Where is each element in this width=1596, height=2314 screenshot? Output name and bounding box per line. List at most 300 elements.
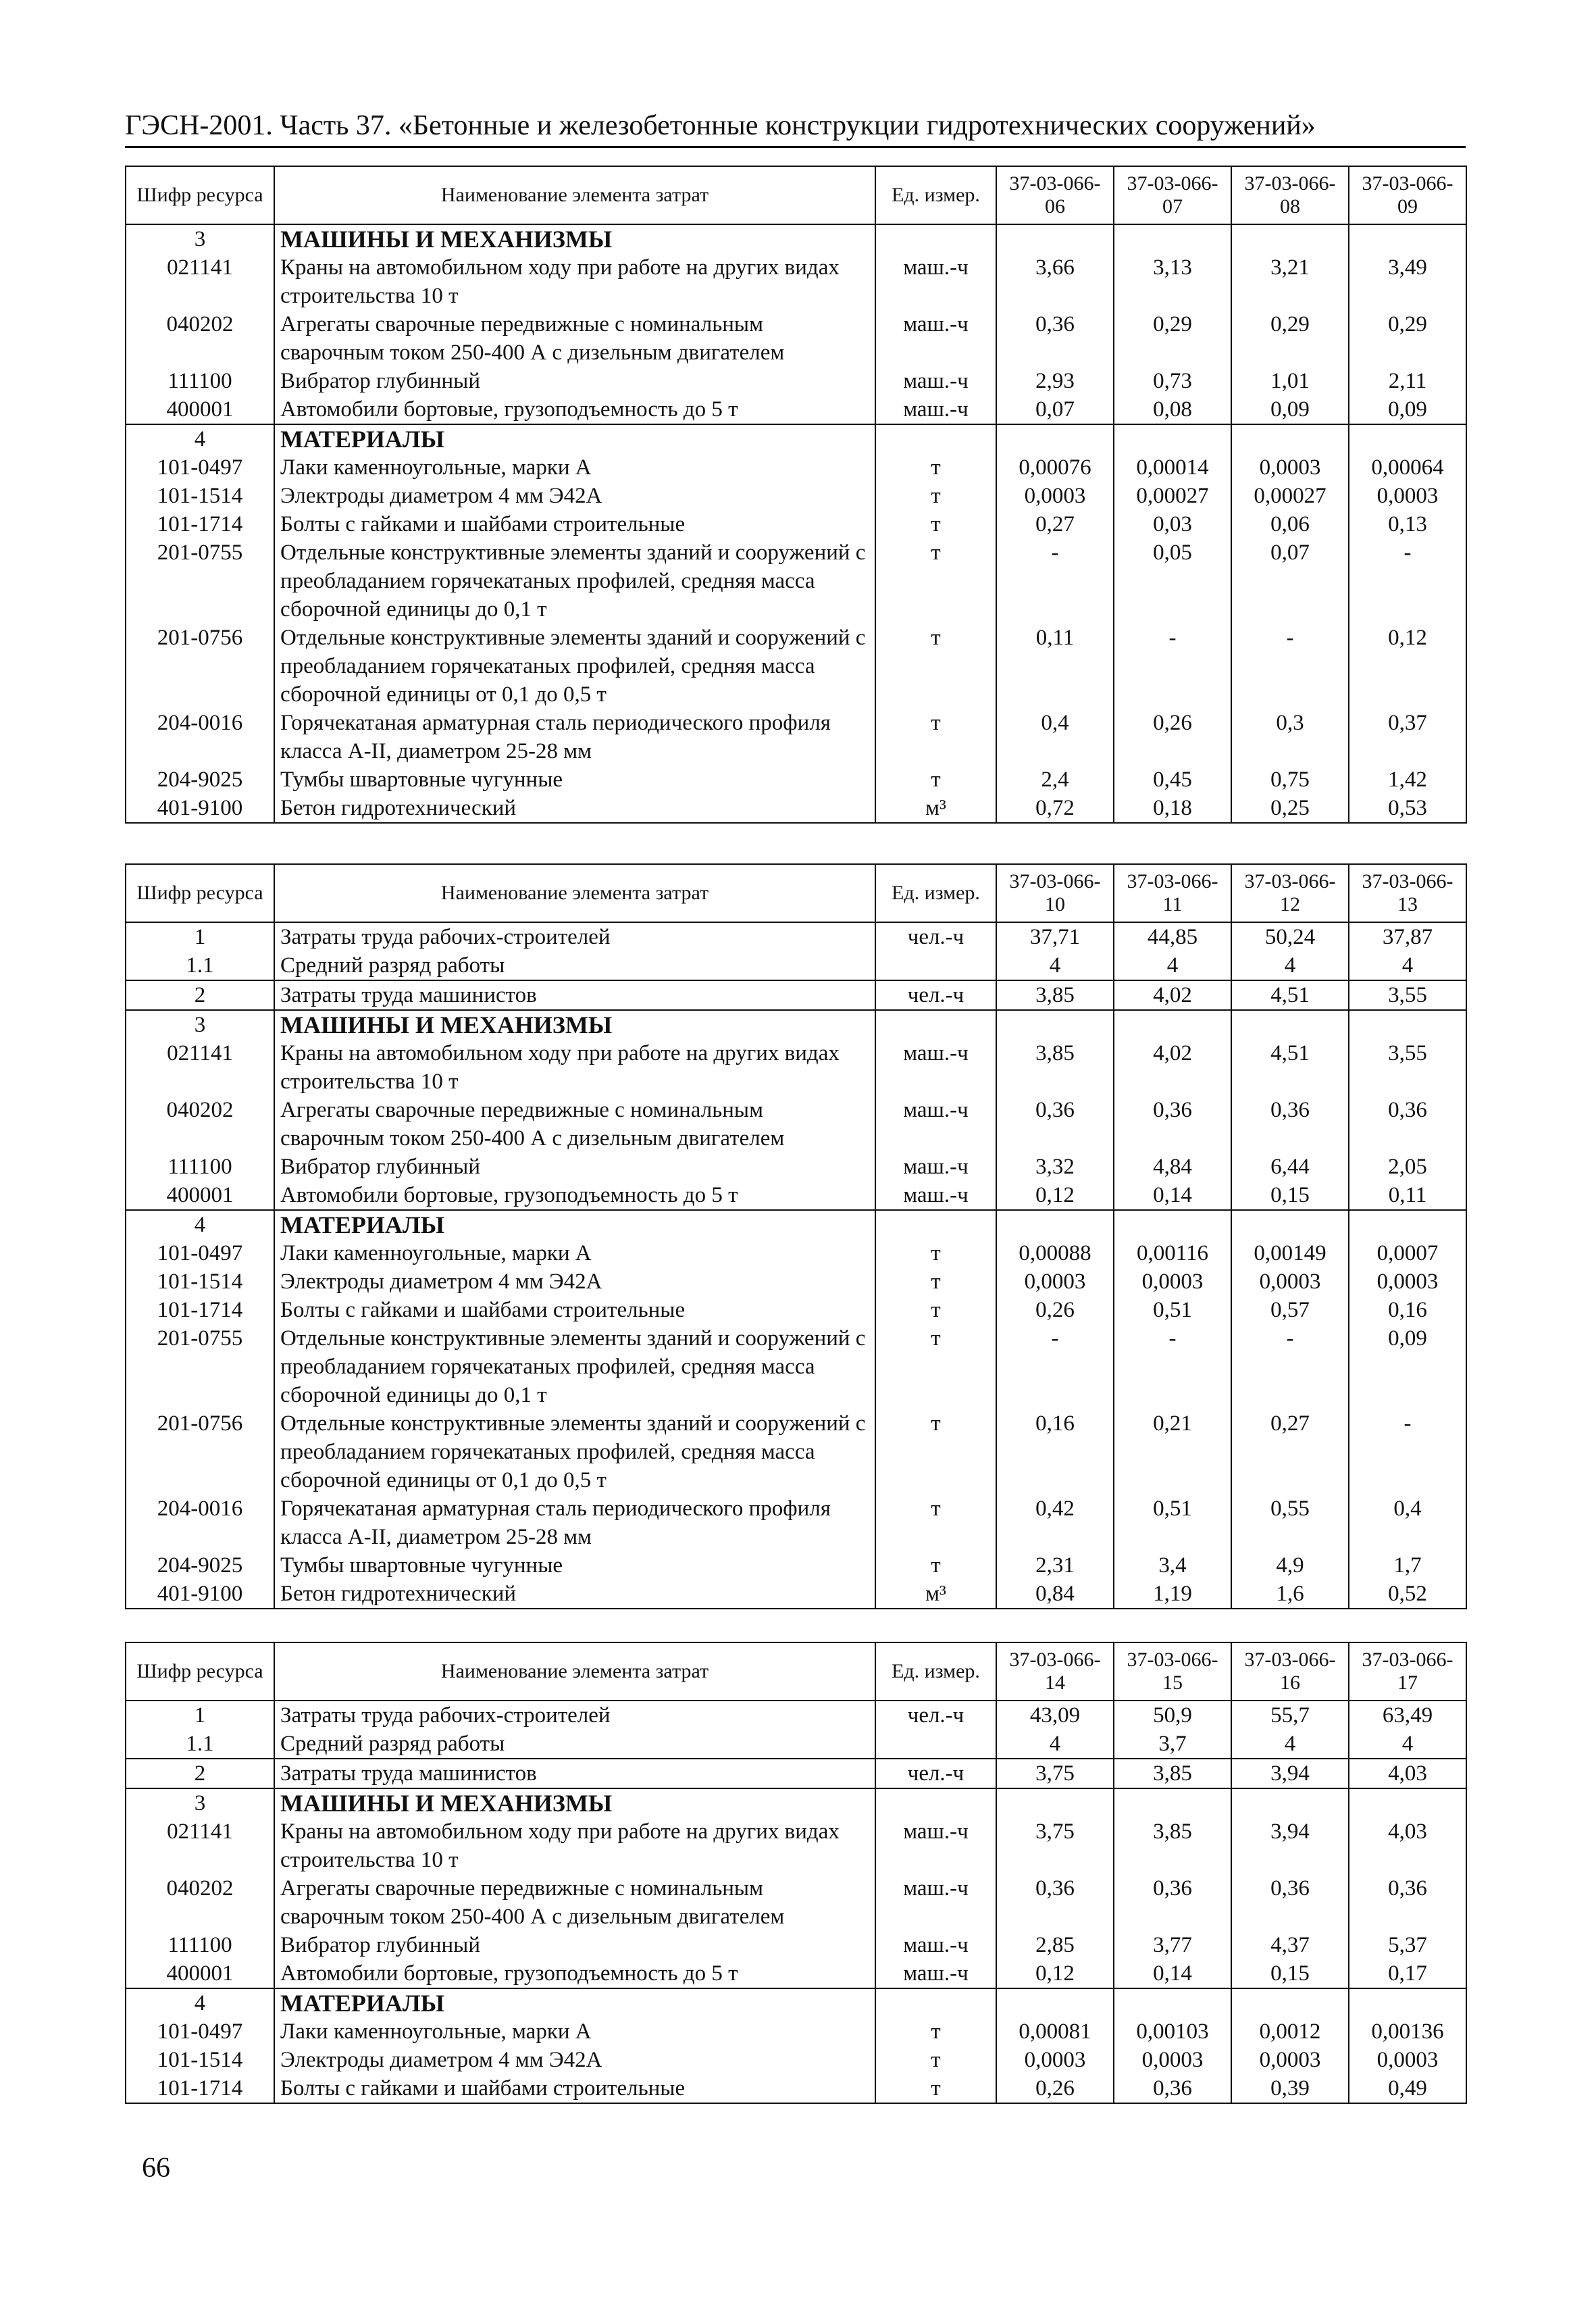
cell-name: Горячекатаная арматурная сталь периодического профиля класса А-II, диаметром 25-28 мм (274, 709, 875, 765)
cell-name: Болты с гайками и шайбами строительные (274, 2074, 875, 2103)
cell-value: 0,36 (1349, 1874, 1466, 1931)
cell-value: 0,0003 (1231, 1267, 1349, 1296)
cell-value: 0,0003 (1114, 2046, 1231, 2074)
cell-unit: т (875, 453, 996, 482)
section-row (126, 1210, 1466, 1239)
cell-value (1114, 1788, 1231, 1817)
cell-value: 3,94 (1231, 1817, 1349, 1874)
cell-name: Бетон гидротехнический (274, 794, 875, 823)
header-code: Шифр ресурса (126, 1642, 274, 1701)
cell-code: 021141 (126, 253, 274, 310)
cell-value: 0,36 (1114, 1096, 1231, 1153)
table-row (126, 2074, 1466, 2103)
cell-unit: маш.-ч (875, 310, 996, 367)
cell-name: Краны на автомобильном ходу при работе на других видах строительства 10 т (274, 253, 875, 310)
table-row (126, 980, 1466, 1010)
cell-value: 2,93 (996, 367, 1114, 395)
table-row (126, 2017, 1466, 2046)
header-unit: Ед. измер. (875, 864, 996, 922)
cell-name: Агрегаты сварочные передвижные с номинальным сварочным током 250-400 А с дизельным двигателем (274, 310, 875, 367)
cell-name: Вибратор глубинный (274, 1153, 875, 1181)
cell-value: 0,03 (1114, 510, 1231, 538)
cell-value (1231, 1988, 1349, 2017)
header-unit: Ед. измер. (875, 166, 996, 224)
cell-value: 0,0007 (1349, 1239, 1466, 1267)
table-row (126, 1267, 1466, 1296)
resource-table-3 (125, 1642, 1467, 2104)
cell-value (996, 224, 1114, 253)
cell-value: 0,0003 (996, 2046, 1114, 2074)
cell-value (1114, 1210, 1231, 1239)
cell-value: 0,00076 (996, 453, 1114, 482)
table-row (126, 1580, 1466, 1609)
cell-value: 4 (1231, 951, 1349, 980)
cell-code: 040202 (126, 1874, 274, 1931)
table-row (126, 482, 1466, 510)
cell-unit: т (875, 538, 996, 624)
cell-value: - (996, 538, 1114, 624)
cell-value: 3,66 (996, 253, 1114, 310)
cell-value: 4,02 (1114, 1039, 1231, 1096)
table-row (126, 1874, 1466, 1931)
cell-value: 0,84 (996, 1580, 1114, 1609)
cell-value: 0,36 (996, 1874, 1114, 1931)
page-number: 66 (142, 2153, 170, 2184)
cell-code: 201-0756 (126, 1409, 274, 1494)
cell-name: Затраты труда машинистов (274, 980, 875, 1010)
cell-unit: т (875, 1494, 996, 1551)
cell-code: 101-1514 (126, 1267, 274, 1296)
cell-value: 0,25 (1231, 794, 1349, 823)
cell-code: 1.1 (126, 951, 274, 980)
table-row (126, 2046, 1466, 2074)
cell-name: МАШИНЫ И МЕХАНИЗМЫ (274, 1010, 875, 1039)
cell-code: 400001 (126, 1959, 274, 1988)
cell-value: 0,17 (1349, 1959, 1466, 1988)
cell-code: 3 (126, 1010, 274, 1039)
cell-name: МАШИНЫ И МЕХАНИЗМЫ (274, 224, 875, 253)
cell-value: 4,03 (1349, 1759, 1466, 1788)
cell-unit: м³ (875, 794, 996, 823)
section-row (126, 224, 1466, 253)
table-row (126, 538, 1466, 624)
cell-name: Затраты труда машинистов (274, 1759, 875, 1788)
cell-value: 4,03 (1349, 1817, 1466, 1874)
cell-unit (875, 1010, 996, 1039)
cell-value: 0,15 (1231, 1959, 1349, 1988)
cell-unit (875, 951, 996, 980)
cell-name: Агрегаты сварочные передвижные с номинальным сварочным током 250-400 А с дизельным двигателем (274, 1096, 875, 1153)
cell-value: 0,72 (996, 794, 1114, 823)
cell-value: 0,39 (1231, 2074, 1349, 2103)
cell-unit: маш.-ч (875, 1817, 996, 1874)
cell-value: 3,85 (1114, 1817, 1231, 1874)
cell-value: - (1231, 1324, 1349, 1409)
cell-value: 0,00081 (996, 2017, 1114, 2046)
cell-value: 0,51 (1114, 1494, 1231, 1551)
header-norm-code: 37-03-066-12 (1231, 864, 1349, 922)
header-norm-code: 37-03-066-15 (1114, 1642, 1231, 1701)
cell-unit: т (875, 2046, 996, 2074)
cell-value: 0,53 (1349, 794, 1466, 823)
cell-value (1114, 424, 1231, 453)
cell-value: 2,4 (996, 765, 1114, 794)
cell-value: 0,29 (1114, 310, 1231, 367)
cell-value: 0,0012 (1231, 2017, 1349, 2046)
cell-name: Отдельные конструктивные элементы зданий и сооружений с преобладанием горячекатаных профилей, средняя масса сборочной единицы от 0,1 до 0,5 т (274, 1409, 875, 1494)
cell-value: 3,85 (996, 980, 1114, 1010)
cell-value: - (996, 1324, 1114, 1409)
cell-value: 0,00136 (1349, 2017, 1466, 2046)
table-row (126, 453, 1466, 482)
cell-value: 0,12 (1349, 624, 1466, 709)
cell-value: 3,77 (1114, 1931, 1231, 1959)
cell-value: 0,11 (1349, 1181, 1466, 1210)
header-norm-code: 37-03-066-10 (996, 864, 1114, 922)
cell-name: Лаки каменноугольные, марки А (274, 1239, 875, 1267)
cell-name: Вибратор глубинный (274, 1931, 875, 1959)
cell-value: 0,12 (996, 1181, 1114, 1210)
header-norm-code: 37-03-066-14 (996, 1642, 1114, 1701)
cell-value: 0,00027 (1231, 482, 1349, 510)
header-norm-code: 37-03-066-06 (996, 166, 1114, 224)
cell-value: 3,55 (1349, 980, 1466, 1010)
table-row (126, 1759, 1466, 1788)
cell-value: 0,07 (1231, 538, 1349, 624)
cell-unit: маш.-ч (875, 1959, 996, 1988)
cell-code: 201-0755 (126, 538, 274, 624)
cell-value: 2,11 (1349, 367, 1466, 395)
cell-value: 55,7 (1231, 1701, 1349, 1730)
table-row (126, 1931, 1466, 1959)
table-row (126, 1701, 1466, 1730)
cell-code: 4 (126, 1988, 274, 2017)
cell-value: 3,55 (1349, 1039, 1466, 1096)
cell-code: 401-9100 (126, 1580, 274, 1609)
cell-code: 101-0497 (126, 1239, 274, 1267)
table-row (126, 1730, 1466, 1759)
cell-unit: т (875, 1324, 996, 1409)
cell-unit: чел.-ч (875, 980, 996, 1010)
cell-name: Краны на автомобильном ходу при работе на других видах строительства 10 т (274, 1039, 875, 1096)
header-name: Наименование элемента затрат (274, 1642, 875, 1701)
cell-value: 0,13 (1349, 510, 1466, 538)
cell-value: 4,9 (1231, 1551, 1349, 1580)
cell-value: 4 (1349, 1730, 1466, 1759)
cell-value: 1,6 (1231, 1580, 1349, 1609)
cell-value (1231, 424, 1349, 453)
cell-value (996, 1988, 1114, 2017)
header-norm-code: 37-03-066-09 (1349, 166, 1466, 224)
cell-value: 0,0003 (996, 1267, 1114, 1296)
table-row (126, 951, 1466, 980)
cell-value: 4 (1114, 951, 1231, 980)
cell-value: 1,42 (1349, 765, 1466, 794)
cell-code: 101-1714 (126, 510, 274, 538)
cell-code: 1 (126, 922, 274, 951)
table-row (126, 1153, 1466, 1181)
cell-value (1349, 1988, 1466, 2017)
cell-code: 101-1514 (126, 2046, 274, 2074)
cell-value: 0,45 (1114, 765, 1231, 794)
cell-code: 1 (126, 1701, 274, 1730)
table-header-row (126, 1642, 1466, 1701)
page-header: ГЭСН-2001. Часть 37. «Бетонные и железобетонные конструкции гидротехнических сооружений» (125, 108, 1466, 148)
cell-name: Затраты труда рабочих-строителей (274, 1701, 875, 1730)
cell-name: МАТЕРИАЛЫ (274, 1988, 875, 2017)
cell-code: 2 (126, 1759, 274, 1788)
cell-value (996, 1010, 1114, 1039)
cell-name: Электроды диаметром 4 мм Э42А (274, 482, 875, 510)
cell-code: 101-1514 (126, 482, 274, 510)
cell-code: 204-0016 (126, 1494, 274, 1551)
cell-value: 4,02 (1114, 980, 1231, 1010)
table-row (126, 510, 1466, 538)
cell-value (1114, 1010, 1231, 1039)
cell-value (1231, 1010, 1349, 1039)
header-norm-code: 37-03-066-07 (1114, 166, 1231, 224)
cell-value: 0,36 (1231, 1874, 1349, 1931)
cell-value: 43,09 (996, 1701, 1114, 1730)
cell-value: 0,36 (1231, 1096, 1349, 1153)
cell-code: 040202 (126, 310, 274, 367)
cell-value: 0,73 (1114, 367, 1231, 395)
cell-code: 4 (126, 1210, 274, 1239)
header-unit: Ед. измер. (875, 1642, 996, 1701)
cell-value: 3,7 (1114, 1730, 1231, 1759)
cell-name: Тумбы швартовные чугунные (274, 1551, 875, 1580)
cell-value: 63,49 (1349, 1701, 1466, 1730)
section-row (126, 1988, 1466, 2017)
cell-value: - (1114, 624, 1231, 709)
cell-name: Автомобили бортовые, грузоподъемность до 5 т (274, 1181, 875, 1210)
table-row (126, 624, 1466, 709)
table-row (126, 253, 1466, 310)
cell-value: 0,26 (996, 2074, 1114, 2103)
cell-value: 2,85 (996, 1931, 1114, 1959)
cell-unit: чел.-ч (875, 1701, 996, 1730)
cell-code: 101-1714 (126, 1296, 274, 1324)
cell-value (996, 1210, 1114, 1239)
cell-value: 0,49 (1349, 2074, 1466, 2103)
cell-value: 0,26 (996, 1296, 1114, 1324)
cell-value: 0,00014 (1114, 453, 1231, 482)
cell-value: 0,4 (1349, 1494, 1466, 1551)
cell-value: 0,16 (1349, 1296, 1466, 1324)
cell-value: 0,27 (1231, 1409, 1349, 1494)
cell-code: 204-9025 (126, 1551, 274, 1580)
cell-name: Затраты труда рабочих-строителей (274, 922, 875, 951)
cell-value: 0,16 (996, 1409, 1114, 1494)
cell-code: 4 (126, 424, 274, 453)
cell-unit: т (875, 1296, 996, 1324)
cell-value: 0,08 (1114, 395, 1231, 424)
header-norm-code: 37-03-066-13 (1349, 864, 1466, 922)
cell-value: 0,12 (996, 1959, 1114, 1988)
cell-value: - (1349, 538, 1466, 624)
cell-value: 0,75 (1231, 765, 1349, 794)
cell-code: 401-9100 (126, 794, 274, 823)
cell-code: 3 (126, 1788, 274, 1817)
cell-code: 101-1714 (126, 2074, 274, 2103)
cell-value (1349, 1210, 1466, 1239)
cell-value: 3,32 (996, 1153, 1114, 1181)
cell-name: Автомобили бортовые, грузоподъемность до 5 т (274, 395, 875, 424)
cell-code: 101-0497 (126, 453, 274, 482)
cell-value: 0,0003 (1231, 2046, 1349, 2074)
cell-code: 201-0755 (126, 1324, 274, 1409)
cell-name: Болты с гайками и шайбами строительные (274, 1296, 875, 1324)
cell-value: 0,42 (996, 1494, 1114, 1551)
cell-code: 101-0497 (126, 2017, 274, 2046)
cell-value: 0,36 (1114, 2074, 1231, 2103)
cell-value: 1,7 (1349, 1551, 1466, 1580)
cell-code: 111100 (126, 1931, 274, 1959)
cell-name: Краны на автомобильном ходу при работе на других видах строительства 10 т (274, 1817, 875, 1874)
cell-value: 0,09 (1231, 395, 1349, 424)
cell-value (1114, 224, 1231, 253)
cell-value: 4,84 (1114, 1153, 1231, 1181)
cell-value: 3,49 (1349, 253, 1466, 310)
cell-value: 0,21 (1114, 1409, 1231, 1494)
cell-name: Средний разряд работы (274, 951, 875, 980)
cell-unit: м³ (875, 1580, 996, 1609)
table-row (126, 395, 1466, 424)
cell-unit: т (875, 510, 996, 538)
header-name: Наименование элемента затрат (274, 166, 875, 224)
cell-name: Лаки каменноугольные, марки А (274, 453, 875, 482)
cell-unit (875, 224, 996, 253)
cell-value: 0,00103 (1114, 2017, 1231, 2046)
section-row (126, 1010, 1466, 1039)
cell-name: Бетон гидротехнический (274, 1580, 875, 1609)
cell-unit: т (875, 765, 996, 794)
cell-value: 0,36 (996, 310, 1114, 367)
table-row (126, 765, 1466, 794)
cell-unit: маш.-ч (875, 1181, 996, 1210)
cell-value: 4,51 (1231, 980, 1349, 1010)
cell-value: 50,9 (1114, 1701, 1231, 1730)
cell-value: 0,36 (1114, 1874, 1231, 1931)
cell-unit: т (875, 2074, 996, 2103)
cell-value (1349, 224, 1466, 253)
resource-table-2 (125, 863, 1467, 1609)
cell-value: 0,05 (1114, 538, 1231, 624)
cell-code: 2 (126, 980, 274, 1010)
cell-name: Электроды диаметром 4 мм Э42А (274, 1267, 875, 1296)
cell-value (996, 424, 1114, 453)
cell-code: 201-0756 (126, 624, 274, 709)
cell-value: 0,57 (1231, 1296, 1349, 1324)
cell-value: 37,87 (1349, 922, 1466, 951)
table-row (126, 1409, 1466, 1494)
cell-unit (875, 424, 996, 453)
cell-value: 0,18 (1114, 794, 1231, 823)
cell-value: - (1349, 1409, 1466, 1494)
cell-code: 1.1 (126, 1730, 274, 1759)
cell-name: Лаки каменноугольные, марки А (274, 2017, 875, 2046)
table-row (126, 367, 1466, 395)
cell-value: 0,51 (1114, 1296, 1231, 1324)
cell-value: 0,00064 (1349, 453, 1466, 482)
cell-name: Отдельные конструктивные элементы зданий и сооружений с преобладанием горячекатаных профилей, средняя масса сборочной единицы до 0,1 т (274, 538, 875, 624)
cell-code: 021141 (126, 1039, 274, 1096)
cell-unit: маш.-ч (875, 1153, 996, 1181)
cell-value: 3,4 (1114, 1551, 1231, 1580)
cell-unit: т (875, 2017, 996, 2046)
header-name: Наименование элемента затрат (274, 864, 875, 922)
cell-name: Отдельные конструктивные элементы зданий и сооружений с преобладанием горячекатаных профилей, средняя масса сборочной единицы от 0,1 до 0,5 т (274, 624, 875, 709)
cell-unit: т (875, 624, 996, 709)
header-norm-code: 37-03-066-11 (1114, 864, 1231, 922)
cell-value: 50,24 (1231, 922, 1349, 951)
cell-value: 0,09 (1349, 395, 1466, 424)
cell-value: 3,75 (996, 1759, 1114, 1788)
cell-value: 0,26 (1114, 709, 1231, 765)
cell-code: 040202 (126, 1096, 274, 1153)
cell-value (1349, 1010, 1466, 1039)
cell-code: 021141 (126, 1817, 274, 1874)
cell-name: МАШИНЫ И МЕХАНИЗМЫ (274, 1788, 875, 1817)
cell-value: 4 (1231, 1730, 1349, 1759)
table-row (126, 1494, 1466, 1551)
table-row (126, 1096, 1466, 1153)
cell-value: 1,19 (1114, 1580, 1231, 1609)
table-row (126, 794, 1466, 823)
cell-value: 0,14 (1114, 1181, 1231, 1210)
table-row (126, 1817, 1466, 1874)
table-row (126, 1239, 1466, 1267)
cell-value: 0,0003 (1349, 482, 1466, 510)
cell-value: - (1114, 1324, 1231, 1409)
cell-name: Вибратор глубинный (274, 367, 875, 395)
cell-value: 0,00088 (996, 1239, 1114, 1267)
section-row (126, 1788, 1466, 1817)
cell-value: 4,51 (1231, 1039, 1349, 1096)
cell-name: Электроды диаметром 4 мм Э42А (274, 2046, 875, 2074)
cell-code: 204-0016 (126, 709, 274, 765)
cell-value: 0,06 (1231, 510, 1349, 538)
cell-value: 0,55 (1231, 1494, 1349, 1551)
cell-value: 0,29 (1349, 310, 1466, 367)
cell-code: 400001 (126, 1181, 274, 1210)
cell-value: 0,07 (996, 395, 1114, 424)
cell-unit: т (875, 1239, 996, 1267)
cell-unit (875, 1210, 996, 1239)
resource-table-1 (125, 166, 1467, 824)
table-header-row (126, 864, 1466, 922)
cell-name: Горячекатаная арматурная сталь периодического профиля класса А-II, диаметром 25-28 мм (274, 1494, 875, 1551)
cell-code: 400001 (126, 395, 274, 424)
cell-value: 3,94 (1231, 1759, 1349, 1788)
cell-unit: маш.-ч (875, 253, 996, 310)
cell-value: 0,0003 (1231, 453, 1349, 482)
cell-code: 111100 (126, 1153, 274, 1181)
cell-value (1114, 1988, 1231, 2017)
header-code: Шифр ресурса (126, 166, 274, 224)
cell-value: 0,4 (996, 709, 1114, 765)
cell-value: 2,31 (996, 1551, 1114, 1580)
table-row (126, 1324, 1466, 1409)
cell-value: 6,44 (1231, 1153, 1349, 1181)
cell-value: 2,05 (1349, 1153, 1466, 1181)
table-row (126, 1959, 1466, 1988)
cell-name: МАТЕРИАЛЫ (274, 424, 875, 453)
table-header-row (126, 166, 1466, 224)
cell-unit: чел.-ч (875, 1759, 996, 1788)
cell-value: 3,75 (996, 1817, 1114, 1874)
cell-name: Болты с гайками и шайбами строительные (274, 510, 875, 538)
